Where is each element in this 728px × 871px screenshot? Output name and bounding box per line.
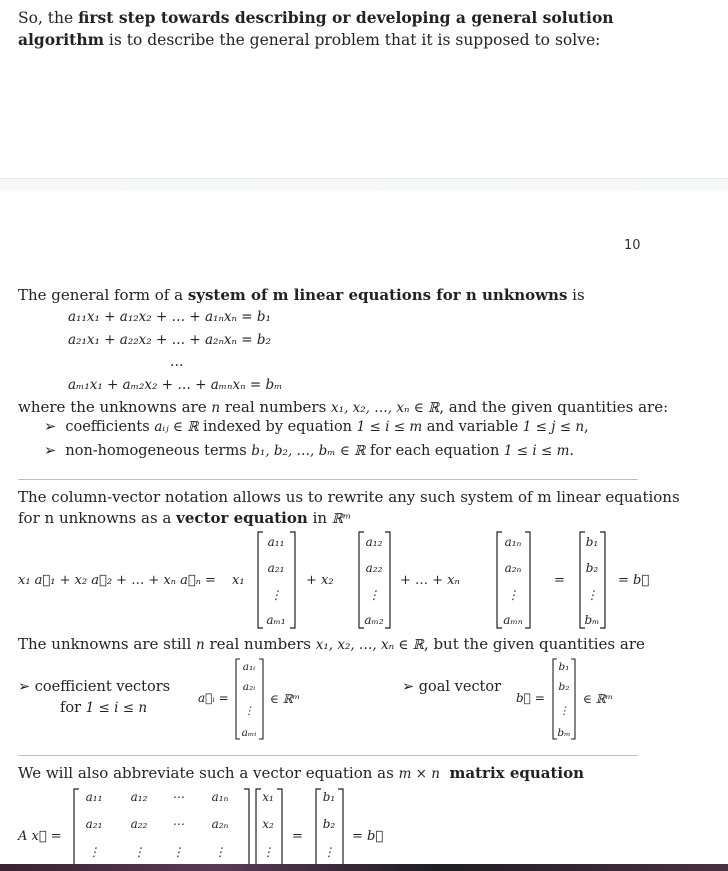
divider-2	[18, 755, 638, 756]
vec-cell: ⋮	[507, 588, 519, 602]
divider-1	[18, 479, 638, 480]
vec-cell: a₂ₙ	[504, 561, 522, 575]
bullet-coefficients	[44, 419, 589, 435]
coef-label: coefficient vectors	[34, 679, 171, 695]
bracket-left	[497, 532, 502, 628]
goal-cell: ⋮	[558, 705, 570, 717]
mx-bold: matrix equation	[449, 764, 585, 782]
general-form-line	[18, 285, 585, 305]
x-bracket-left	[256, 789, 261, 871]
unk-text-2: real numbers	[204, 635, 316, 653]
general-form-bold: system of m linear equations for n unknowns	[187, 286, 568, 304]
column-vector-line-2	[18, 508, 351, 529]
vec-cell: a₁ₙ	[504, 535, 522, 549]
where-math-x: x₁, x₂, …, xₙ ∈ ℝ	[331, 400, 440, 416]
column-vector-line-1: The column-vector notation allows us to rewrite any such system of m linear equations	[18, 488, 680, 506]
bracket-right	[525, 532, 530, 628]
matrix-cell: a₂ₙ	[211, 817, 229, 831]
bracket-left	[359, 532, 364, 628]
b-cell: b₂	[322, 817, 336, 831]
arrow-bullet-icon: ➢	[44, 419, 57, 435]
unk-math-n: n	[196, 637, 205, 653]
vec-cell: aₘ₂	[364, 613, 384, 627]
vec-eq-equals: =	[554, 573, 565, 588]
equation-2: a₂₁x₁ + a₂₂x₂ + … + a₂ₙxₙ = b₂	[68, 332, 271, 348]
unk-math-x: x₁, x₂, …, xₙ ∈ ℝ	[315, 637, 424, 653]
b1-text-3: and variable	[422, 419, 523, 435]
bracket-right	[600, 532, 605, 628]
vec-cell: a₂₂	[365, 561, 383, 575]
bracket-left	[236, 659, 240, 739]
intro-paragraph	[18, 7, 618, 51]
mx-lhs: A x⃗ =	[18, 829, 62, 844]
vec-cell: aₘ₁	[266, 613, 286, 627]
vec-cell: bₘ	[584, 613, 600, 627]
vec-cell: b₁	[585, 535, 599, 549]
vec-eq-x1: x₁	[232, 573, 245, 588]
arrow-bullet-icon: ➢	[44, 443, 57, 459]
page-separator	[0, 178, 728, 191]
vec-cell: ⋮	[368, 588, 380, 602]
page-number: 10	[624, 238, 641, 253]
matrix-equation	[0, 786, 728, 871]
b1-text-4: ,	[584, 419, 589, 435]
where-math-n: n	[211, 400, 221, 416]
goal-lhs: b⃗ =	[516, 691, 545, 705]
goal-cell: b₂	[558, 681, 570, 693]
matrix-cell: a₁₂	[130, 790, 148, 804]
cv-text-2: in	[307, 509, 332, 527]
bracket-left	[258, 532, 263, 628]
intro-text-end: is to describe the general problem that it is supposed to solve:	[104, 31, 601, 49]
mx-b: = b⃗	[352, 829, 384, 844]
b2-math-1: b₁, b₂, …, bₘ ∈ ℝ	[251, 443, 366, 459]
vec-eq-lhs: x₁ a⃗₁ + x₂ a⃗₂ + … + xₙ a⃗ₙ =	[18, 573, 216, 588]
coef-for: for	[60, 700, 86, 716]
b-cell: b₁	[322, 790, 336, 804]
b1-text-2: indexed by equation	[198, 419, 357, 435]
vec-cell: ⋮	[586, 588, 598, 602]
matrix-cell: a₁ₙ	[211, 790, 229, 804]
equation-m: aₘ₁x₁ + aₘ₂x₂ + … + aₘₙxₙ = bₘ	[68, 377, 283, 393]
b1-math-2: 1 ≤ i ≤ m	[356, 419, 423, 435]
coef-lhs: a⃗ᵢ =	[198, 691, 229, 705]
bullet-non-homogeneous	[44, 443, 574, 459]
matrix-eq-line	[18, 763, 584, 784]
b1-math-3: 1 ≤ j ≤ n	[522, 419, 585, 435]
unk-text: The unknowns are still	[18, 635, 197, 653]
b-cell: ⋮	[323, 845, 335, 859]
mx-equals: =	[292, 829, 303, 844]
b2-math-2: 1 ≤ i ≤ m	[503, 443, 570, 459]
bracket-right	[290, 532, 295, 628]
matrix-cell: a₂₁	[85, 817, 103, 831]
intro-bold: first step towards describing or developing a general solution algorithm	[18, 8, 614, 49]
goal-cell: b₁	[558, 661, 570, 673]
vec-cell: a₂₁	[267, 561, 285, 575]
vec-eq-plus-x2: + x₂	[306, 573, 334, 588]
unknowns-line	[18, 634, 645, 655]
equation-1: a₁₁x₁ + a₁₂x₂ + … + a₁ₙxₙ = b₁	[68, 309, 271, 325]
x-cell: ⋮	[262, 845, 274, 859]
matrix-cell: ⋯	[172, 790, 184, 804]
cv-text: for n unknowns as a	[18, 509, 177, 527]
vec-eq-b: = b⃗	[618, 573, 650, 588]
bottom-image-strip	[0, 864, 728, 871]
bracket-right	[571, 659, 575, 739]
unk-text-3: , but the given quantities are	[423, 635, 645, 653]
vec-cell: aₘₙ	[503, 613, 523, 627]
general-form-end: is	[567, 286, 585, 304]
matrix-cell: ⋮	[172, 845, 184, 859]
b1-text: coefficients	[65, 419, 155, 435]
b-bracket-right	[338, 789, 343, 871]
coef-cell: aₘᵢ	[241, 727, 257, 739]
goal-cell: bₘ	[557, 727, 571, 739]
matrix-cell: ⋮	[88, 845, 100, 859]
coef-cell: a₁ᵢ	[242, 661, 256, 673]
matrix-cell: ⋮	[214, 845, 226, 859]
goal-in: ∈ ℝᵐ	[583, 692, 614, 706]
b2-text-2: for each equation	[365, 443, 504, 459]
b-bracket-left	[316, 789, 321, 871]
b2-text: non-homogeneous terms	[65, 443, 252, 459]
coefficient-goal-vectors	[0, 656, 728, 742]
where-line	[18, 397, 668, 418]
where-text: where the unknowns are	[18, 398, 212, 416]
b1-math-1: aᵢⱼ ∈ ℝ	[154, 419, 199, 435]
b2-text-3: .	[569, 443, 574, 459]
vec-cell: b₂	[585, 561, 599, 575]
matrix-bracket-left	[74, 789, 79, 871]
intro-text: So, the	[18, 9, 79, 27]
where-text-3: , and the given quantities are:	[439, 398, 669, 416]
matrix-bracket-right	[244, 789, 249, 871]
x-cell: x₂	[262, 817, 274, 831]
bracket-right	[259, 659, 263, 739]
arrow-bullet-icon: ➢	[18, 679, 31, 695]
coef-cell: a₂ᵢ	[242, 681, 256, 693]
coef-range: 1 ≤ i ≤ n	[85, 700, 148, 716]
vec-cell: ⋮	[270, 588, 282, 602]
cv-math: ℝᵐ	[331, 511, 352, 527]
mx-text: We will also abbreviate such a vector equation as	[18, 764, 399, 782]
mx-dims: m × n	[398, 766, 440, 782]
coef-cell: ⋮	[243, 705, 255, 717]
arrow-bullet-icon: ➢	[402, 679, 415, 695]
goal-label: goal vector	[418, 679, 502, 695]
x-cell: x₁	[262, 790, 274, 804]
matrix-cell: ⋮	[133, 845, 145, 859]
vec-cell: a₁₂	[365, 535, 383, 549]
vector-equation	[0, 528, 728, 632]
matrix-cell: a₁₁	[85, 790, 103, 804]
where-text-2: real numbers	[220, 398, 332, 416]
coef-in: ∈ ℝᵐ	[270, 692, 301, 706]
bracket-left	[553, 659, 557, 739]
equation-dots: …	[170, 354, 184, 370]
general-form-text: The general form of a	[18, 286, 188, 304]
cv-bold: vector equation	[176, 509, 308, 527]
bracket-right	[385, 532, 390, 628]
matrix-cell: a₂₂	[130, 817, 148, 831]
x-bracket-right	[277, 789, 282, 871]
vec-cell: a₁₁	[267, 535, 285, 549]
matrix-cell: ⋯	[172, 817, 184, 831]
vec-eq-plus-dots: + … + xₙ	[400, 573, 460, 588]
